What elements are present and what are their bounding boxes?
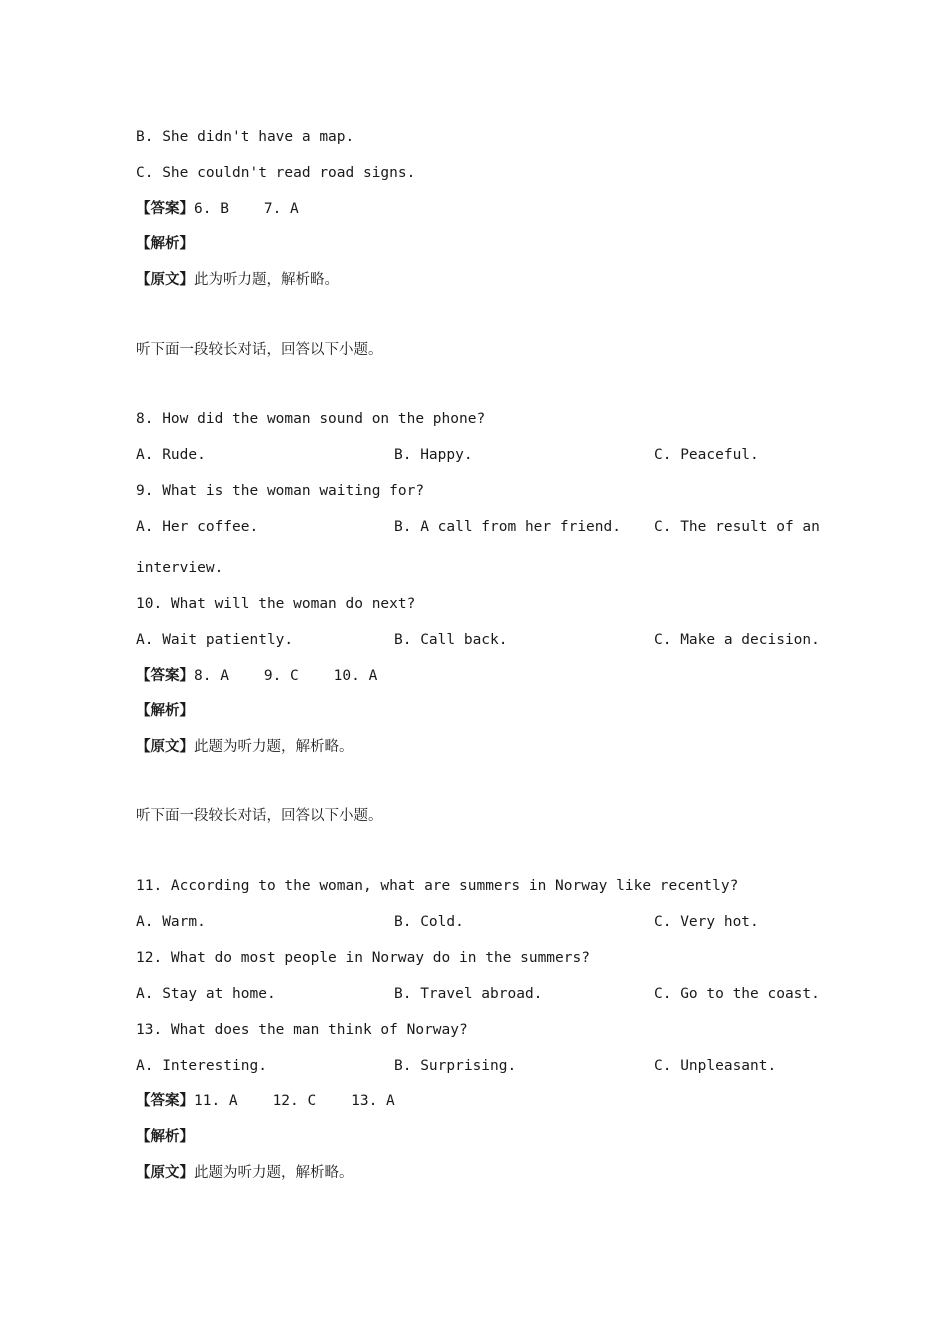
answer-label: 【答案】	[136, 668, 194, 684]
source-line-1	[136, 270, 339, 290]
option-c-q7: C. She couldn't read road signs.	[136, 165, 416, 181]
option-c: C. Peaceful.	[654, 447, 759, 463]
option-c: C. The result of an	[654, 519, 820, 535]
option-b-q7: B. She didn't have a map.	[136, 129, 355, 145]
option-c: C. Very hot.	[654, 914, 759, 930]
option-a: A. Stay at home.	[136, 986, 276, 1002]
source-text: 此为听力题，解析略。	[194, 272, 339, 288]
question-9: 9. What is the woman waiting for?	[136, 483, 425, 499]
option-b: B. Happy.	[394, 447, 473, 463]
answer-text: 8. A 9. C 10. A	[194, 668, 378, 684]
answer-label: 【答案】	[136, 1093, 194, 1109]
option-c: C. Go to the coast.	[654, 986, 820, 1002]
question-10: 10. What will the woman do next?	[136, 596, 416, 612]
analysis-label-3: 【解析】	[136, 1129, 194, 1145]
option-c-wrap: interview.	[136, 560, 224, 576]
source-label: 【原文】	[136, 739, 194, 755]
source-text: 此题为听力题，解析略。	[194, 1165, 354, 1181]
analysis-label-2: 【解析】	[136, 703, 194, 719]
source-line-3	[136, 1163, 354, 1183]
option-a: A. Her coffee.	[136, 519, 259, 535]
option-c: C. Unpleasant.	[654, 1058, 777, 1074]
option-a: A. Rude.	[136, 447, 206, 463]
question-8: 8. How did the woman sound on the phone?	[136, 411, 486, 427]
source-line-2	[136, 737, 354, 757]
answer-text: 11. A 12. C 13. A	[194, 1093, 395, 1109]
question-11: 11. According to the woman, what are summers in Norway like recently?	[136, 878, 739, 894]
option-b: B. A call from her friend.	[394, 519, 621, 535]
option-b: B. Cold.	[394, 914, 464, 930]
analysis-label-1: 【解析】	[136, 236, 194, 252]
answer-line-1	[136, 199, 299, 219]
option-b: B. Call back.	[394, 632, 508, 648]
option-a: A. Wait patiently.	[136, 632, 294, 648]
section-intro-2: 听下面一段较长对话，回答以下小题。	[136, 808, 383, 824]
answer-line-2	[136, 666, 377, 686]
source-label: 【原文】	[136, 1165, 194, 1181]
question-12: 12. What do most people in Norway do in the summers?	[136, 950, 590, 966]
question-13: 13. What does the man think of Norway?	[136, 1022, 468, 1038]
source-text: 此题为听力题，解析略。	[194, 739, 354, 755]
answer-label: 【答案】	[136, 201, 194, 217]
option-b: B. Travel abroad.	[394, 986, 543, 1002]
option-a: A. Interesting.	[136, 1058, 267, 1074]
answer-text: 6. B 7. A	[194, 201, 299, 217]
source-label: 【原文】	[136, 272, 194, 288]
option-b: B. Surprising.	[394, 1058, 517, 1074]
option-c: C. Make a decision.	[654, 632, 820, 648]
section-intro-1: 听下面一段较长对话，回答以下小题。	[136, 342, 383, 358]
option-a: A. Warm.	[136, 914, 206, 930]
answer-line-3	[136, 1091, 395, 1111]
